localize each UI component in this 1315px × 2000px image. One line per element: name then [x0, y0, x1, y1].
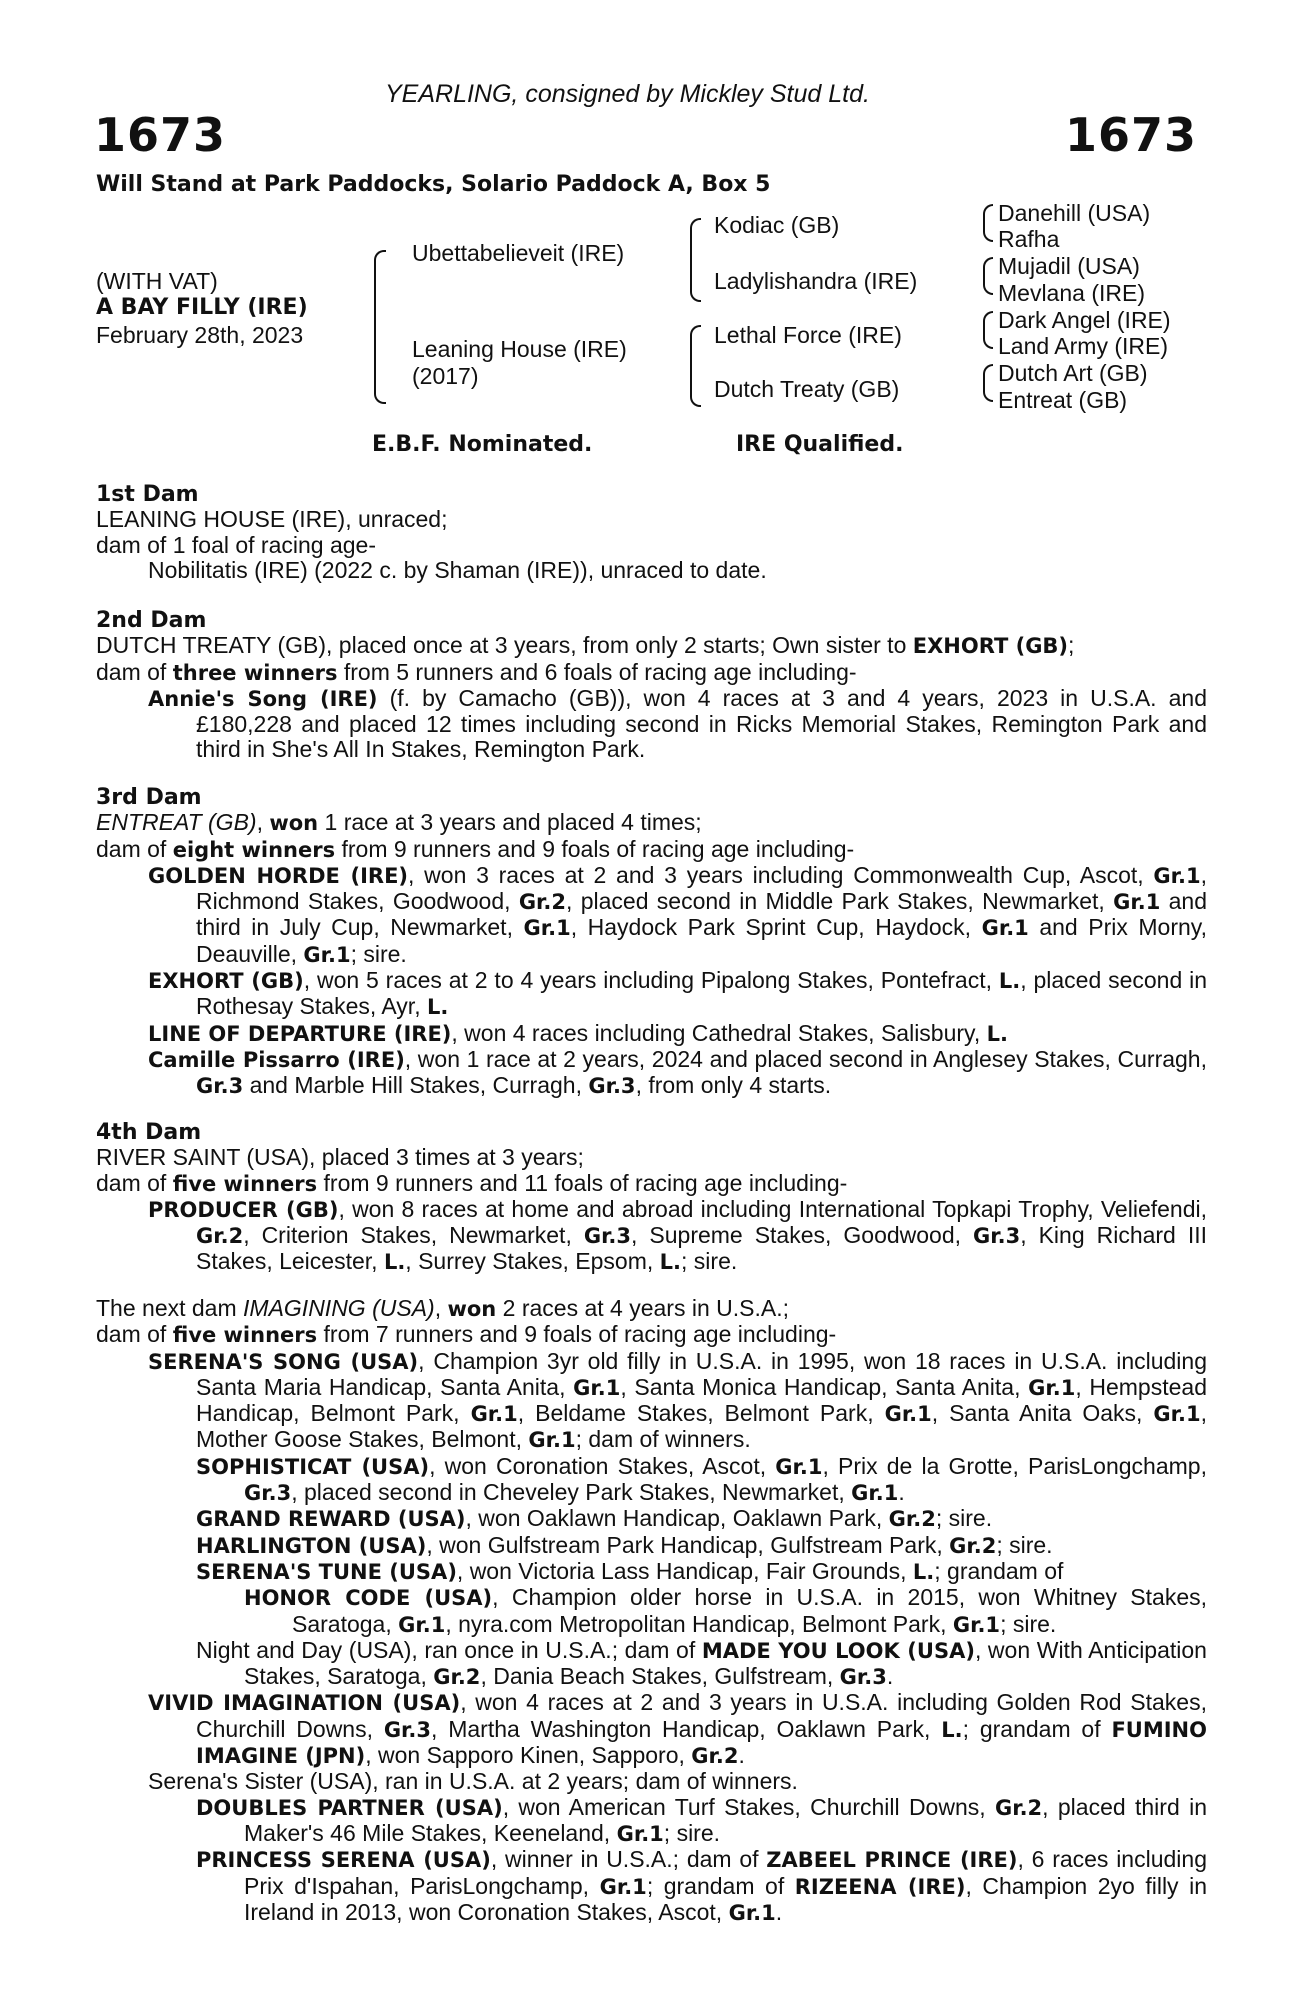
text-segment: and third in July Cup, Newmarket, — [196, 888, 1208, 941]
sire-dam: Ladylishandra (IRE) — [714, 268, 918, 294]
bold-segment: GRAND REWARD (USA) — [196, 1507, 466, 1532]
text-segment: , won 5 races at 2 to 4 years including Pipalong Stakes, Pontefract, — [303, 967, 999, 994]
won-bold: won — [447, 1297, 497, 1321]
first-dam-line: LEANING HOUSE (IRE), unraced; — [96, 506, 448, 533]
text-segment: ; dam of winners. — [575, 1426, 751, 1453]
consignor-line: YEARLING, consigned by Mickley Stud Ltd. — [385, 80, 870, 108]
bold-segment: L. — [383, 1250, 406, 1275]
second-dam-record — [96, 660, 1207, 686]
bold-segment: Gr.3 — [244, 1481, 292, 1506]
text: from 7 runners and 9 foals of racing age including- — [317, 1321, 837, 1348]
bold-segment: PRODUCER (GB) — [148, 1197, 339, 1222]
brace-g4-bottom — [983, 382, 993, 402]
brace-sire-parents-top — [690, 218, 701, 262]
text-segment: , Supreme Stakes, Goodwood, — [631, 1222, 974, 1249]
bold-segment: PRINCESS SERENA (USA) — [196, 1848, 491, 1873]
bold-segment: Gr.2 — [949, 1533, 997, 1558]
text-segment: , won Gulfstream Park Handicap, Gulfstream Park, — [426, 1531, 950, 1558]
progeny-vivid-imagination — [96, 1690, 1207, 1769]
text-segment: , Prix de la Grotte, ParisLongchamp, — [822, 1452, 1207, 1479]
third-dam-heading: 3rd Dam — [96, 785, 202, 810]
fourth-dam-record — [96, 1171, 1207, 1197]
bold-segment: Gr.1 — [1113, 890, 1161, 915]
brace-sire-parents-bottom — [690, 260, 701, 302]
next-dam-line — [96, 1296, 1207, 1322]
text-segment: , won 3 races at 2 and 3 years including Commonwealth Cup, Ascot, — [408, 861, 1154, 888]
bold-segment: Gr.1 — [528, 1428, 576, 1453]
text: dam of — [96, 1321, 173, 1348]
brace-g2-top — [983, 257, 993, 277]
second-dam-line — [96, 633, 1207, 659]
bold-segment: Gr.1 — [1153, 1402, 1201, 1427]
brace-dam-parents-bottom — [690, 365, 701, 407]
bold-segment: Gr.1 — [398, 1612, 446, 1637]
text-segment: ; sire. — [1000, 1610, 1057, 1637]
first-dam-progeny: Nobilitatis (IRE) (2022 c. by Shaman (IRE)), unraced to date. — [148, 556, 767, 583]
stand-location: Will Stand at Park Paddocks, Solario Paddock A, Box 5 — [96, 172, 771, 197]
bold-segment: L. — [986, 1021, 1008, 1046]
text: from 9 runners and 9 foals of racing age including- — [335, 835, 855, 862]
text-segment: ; sire. — [663, 1819, 721, 1846]
progeny-princess-serena — [96, 1847, 1207, 1926]
dam-sire-sire: Dark Angel (IRE) — [998, 307, 1171, 333]
bold-segment: Gr.1 — [523, 916, 571, 941]
won-bold: won — [269, 811, 319, 836]
first-dam-heading: 1st Dam — [96, 482, 199, 507]
text-segment: , Richmond Stakes, Goodwood, — [196, 861, 1208, 915]
text-segment: ; grandam of — [646, 1872, 795, 1899]
second-dam-section — [96, 607, 1207, 763]
text-segment: , nyra.com Metropolitan Handicap, Belmont Park, — [445, 1610, 953, 1637]
winners-count: five winners — [172, 1323, 318, 1348]
lot-number-right: 1673 — [1064, 108, 1197, 162]
bold-segment: Gr.1 — [470, 1402, 518, 1427]
text-segment: , won 4 races including Cathedral Stakes, Salisbury, — [451, 1019, 987, 1046]
bold-segment: Gr.3 — [973, 1224, 1021, 1249]
bold-segment: DOUBLES PARTNER (USA) — [196, 1795, 503, 1820]
bold-segment: Gr.2 — [994, 1795, 1043, 1820]
progeny-honor-code — [96, 1585, 1207, 1638]
next-dam-record — [96, 1322, 1207, 1348]
first-dam-section — [96, 481, 1207, 583]
second-dam-progeny — [96, 686, 1207, 763]
text-segment: , won 1 race at 2 years, 2024 and placed second in Anglesey Stakes, Curragh, — [404, 1045, 1207, 1072]
ire-qualified: IRE Qualified. — [736, 432, 904, 457]
progeny-serenas-tune — [96, 1559, 1207, 1585]
dam-dam: Dutch Treaty (GB) — [714, 376, 900, 402]
bold-segment: SERENA'S TUNE (USA) — [196, 1559, 457, 1584]
bold-segment: VIVID IMAGINATION (USA) — [148, 1691, 461, 1716]
bold-segment: Gr.3 — [383, 1717, 432, 1742]
sire-name: Ubettabelieveit (IRE) — [412, 240, 625, 266]
bold-segment: Gr.1 — [851, 1481, 899, 1506]
text-segment: , Champion 3yr old filly in U.S.A. in 1995, won 18 races in U.S.A. including Santa Maria Handicap, Santa Anita, — [196, 1347, 1208, 1400]
text-segment: , placed third in Maker's 46 Mile Stakes, Keeneland, — [244, 1793, 1207, 1846]
text-segment: , won 4 races at 2 and 3 years in U.S.A. including Golden Rod Stakes, Churchill Downs, — [196, 1689, 1207, 1742]
brace-g1-top — [983, 204, 993, 224]
second-dam-heading: 2nd Dam — [96, 608, 207, 633]
text-segment: and Prix Morny, Deauville, — [196, 914, 1207, 967]
text: dam of — [96, 658, 173, 685]
progeny-producer — [96, 1197, 1207, 1276]
text-segment: ; grandam of — [962, 1715, 1112, 1742]
text-segment: , Haydock Park Sprint Cup, Haydock, — [570, 914, 982, 941]
bold-segment: Gr.2 — [196, 1224, 244, 1249]
foaling-date: February 28th, 2023 — [96, 322, 304, 348]
bold-segment: Gr.2 — [433, 1665, 481, 1690]
text-segment: . — [738, 1742, 745, 1769]
text-segment: , placed second in Cheveley Park Stakes, Newmarket, — [291, 1479, 852, 1506]
text: from 5 runners and 6 foals of racing age including- — [337, 658, 857, 685]
third-dam-record — [96, 837, 1207, 863]
fourth-dam-heading: 4th Dam — [96, 1120, 202, 1145]
bold-segment: Gr.1 — [884, 1402, 932, 1427]
horse-name-bold: EXHORT (GB) — [912, 634, 1069, 659]
bold-segment: Gr.2 — [691, 1744, 739, 1769]
progeny-grand-reward — [96, 1506, 1207, 1532]
text-segment: . — [898, 1479, 905, 1506]
fourth-dam-section — [96, 1119, 1207, 1276]
progeny-harlington — [96, 1533, 1207, 1559]
text-segment: , Beldame Stakes, Belmont Park, — [517, 1400, 885, 1427]
third-dam-line — [96, 810, 1207, 836]
bold-segment: MADE YOU LOOK (USA) — [701, 1638, 975, 1663]
winners-count: three winners — [172, 660, 338, 685]
dam-dam-sire: Dutch Art (GB) — [998, 360, 1148, 386]
progeny-serenas-sister: Serena's Sister (USA), ran in U.S.A. at 2 years; dam of winners. — [148, 1768, 798, 1795]
text-segment: , Mother Goose Stakes, Belmont, — [196, 1400, 1207, 1453]
fourth-dam-line: RIVER SAINT (USA), placed 3 times at 3 years; — [96, 1144, 584, 1171]
bold-segment: Gr.1 — [981, 916, 1029, 941]
bold-segment: Gr.1 — [573, 1375, 621, 1400]
text-segment: , won Oaklawn Handicap, Oaklawn Park, — [465, 1505, 889, 1532]
text-segment: , Hempstead Handicap, Belmont Park, — [196, 1373, 1207, 1427]
text-segment: , placed second in Middle Park Stakes, Newmarket, — [566, 888, 1114, 915]
text-segment: , Dania Beach Stakes, Gulfstream, — [480, 1663, 840, 1690]
text-segment: ; grandam of — [934, 1557, 1064, 1584]
text: ; — [1068, 632, 1075, 659]
bold-segment: Gr.1 — [775, 1454, 823, 1479]
bold-segment: L. — [998, 969, 1021, 994]
winners-count: five winners — [172, 1171, 318, 1196]
bold-segment: GOLDEN HORDE (IRE) — [148, 863, 409, 888]
bold-segment: HARLINGTON (USA) — [196, 1533, 427, 1558]
vat-note: (WITH VAT) — [96, 268, 218, 294]
sire-sire: Kodiac (GB) — [714, 212, 840, 238]
brace-sire-dam-bottom — [374, 330, 386, 404]
progeny-night-and-day — [96, 1638, 1207, 1691]
bold-segment: SERENA'S SONG (USA) — [148, 1349, 419, 1374]
dam-name: Leaning House (IRE) — [412, 336, 627, 362]
text-segment: , Champion 2yo filly in Ireland in 2013, won Coronation Stakes, Ascot, — [244, 1872, 1207, 1925]
text-segment: Night and Day (USA), ran once in U.S.A.; dam of — [196, 1636, 702, 1663]
text-segment: , won Victoria Lass Handicap, Fair Grounds, — [456, 1557, 913, 1584]
third-dam-section — [96, 784, 1207, 1100]
bold-segment: Gr.1 — [1028, 1375, 1076, 1400]
first-dam-foals: dam of 1 foal of racing age- — [96, 531, 376, 558]
text-segment: , winner in U.S.A.; dam of — [490, 1846, 767, 1873]
sire-dam-sire: Mujadil (USA) — [998, 253, 1140, 279]
text-segment: , won Sapporo Kinen, Sapporo, — [365, 1742, 692, 1769]
brace-sire-dam-top — [374, 250, 386, 332]
text: The next dam — [96, 1295, 244, 1321]
text-segment: , Martha Washington Handicap, Oaklawn Park, — [431, 1715, 942, 1742]
bold-segment: Gr.1 — [303, 942, 351, 967]
brace-g3-bottom — [983, 329, 993, 349]
text-segment: ; sire. — [996, 1531, 1053, 1558]
bold-segment: Gr.3 — [839, 1665, 887, 1690]
text-segment: , won With Anticipation Stakes, Saratoga, — [244, 1636, 1207, 1690]
dam-year: (2017) — [412, 363, 479, 389]
bold-segment: Gr.1 — [1153, 863, 1201, 888]
horse-name-bold: Annie's Song (IRE) — [148, 686, 378, 711]
bold-segment: Gr.3 — [196, 1074, 244, 1099]
dam-sire: Lethal Force (IRE) — [714, 322, 902, 348]
text-segment: . — [775, 1898, 783, 1925]
next-dam-section — [96, 1296, 1207, 1926]
bold-segment: EXHORT (GB) — [148, 969, 304, 994]
brace-g3-top — [983, 311, 993, 331]
dam-dam-dam: Entreat (GB) — [998, 387, 1128, 413]
text: dam of — [96, 835, 173, 862]
text-segment: , won Coronation Stakes, Ascot, — [429, 1452, 776, 1479]
bold-segment: SOPHISTICAT (USA) — [196, 1454, 430, 1479]
text-segment: and Marble Hill Stakes, Curragh, — [243, 1072, 589, 1099]
text: , — [256, 809, 270, 836]
bold-segment: L. — [912, 1559, 935, 1584]
text-segment: , Santa Monica Handicap, Santa Anita, — [620, 1373, 1029, 1400]
sire-sire-dam: Rafha — [998, 226, 1060, 252]
text-segment: , won 8 races at home and abroad including International Topkapi Trophy, Veliefendi, — [338, 1195, 1207, 1222]
bold-segment: Gr.2 — [888, 1507, 936, 1532]
text-segment: , won American Turf Stakes, Churchill Downs, — [502, 1793, 995, 1820]
bold-segment: Gr.1 — [616, 1821, 664, 1846]
text: DUTCH TREATY (GB), placed once at 3 years, from only 2 starts; Own sister to — [96, 632, 913, 659]
bold-segment: Gr.3 — [583, 1224, 632, 1249]
ebf-nominated: E.B.F. Nominated. — [372, 432, 593, 457]
brace-g2-bottom — [983, 275, 993, 295]
bold-segment: Camille Pissarro (IRE) — [148, 1047, 405, 1072]
bold-segment: Gr.2 — [518, 890, 567, 915]
bold-segment: L. — [426, 995, 449, 1020]
text-segment: ; sire. — [935, 1505, 993, 1532]
text-segment: , placed second in Rothesay Stakes, Ayr, — [196, 967, 1208, 1020]
bold-segment: ZABEEL PRINCE (IRE) — [766, 1848, 1018, 1873]
text: 2 races at 4 years in U.S.A.; — [496, 1295, 789, 1321]
text: dam of — [96, 1169, 173, 1196]
bold-segment: Gr.1 — [952, 1612, 1001, 1637]
bold-segment: L. — [941, 1717, 963, 1742]
text-segment: , King Richard III Stakes, Leicester, — [196, 1222, 1208, 1275]
bold-segment: HONOR CODE (USA) — [244, 1586, 493, 1611]
bold-segment: L. — [659, 1250, 682, 1275]
text-segment: , Surrey Stakes, Epsom, — [405, 1248, 660, 1275]
text-segment: , Santa Anita Oaks, — [931, 1400, 1154, 1427]
brace-dam-parents-top — [690, 325, 701, 367]
text-segment: , from only 4 starts. — [635, 1072, 832, 1099]
progeny-exhort — [96, 968, 1207, 1021]
text-segment: . — [886, 1663, 894, 1690]
text: 1 race at 3 years and placed 4 times; — [318, 809, 702, 836]
winners-count: eight winners — [172, 837, 336, 862]
bold-segment: RIZEENA (IRE) — [794, 1874, 966, 1899]
dam-name-italic: ENTREAT (GB) — [96, 809, 257, 836]
text-segment: , 6 races including Prix d'Ispahan, ParisLongchamp, — [244, 1846, 1207, 1899]
dam-sire-dam: Land Army (IRE) — [998, 333, 1168, 359]
dam-name-italic: IMAGINING (USA) — [243, 1295, 435, 1321]
progeny-sophisticat — [96, 1454, 1207, 1507]
progeny-camille-pissarro — [96, 1047, 1207, 1100]
text: from 9 runners and 11 foals of racing age including- — [317, 1169, 848, 1196]
brace-g4-top — [983, 364, 993, 384]
bold-segment: Gr.1 — [728, 1900, 776, 1925]
progeny-line-of-departure — [96, 1021, 1207, 1047]
bold-segment: LINE OF DEPARTURE (IRE) — [148, 1021, 452, 1046]
sire-dam-dam: Mevlana (IRE) — [998, 280, 1145, 306]
progeny-serenas-song — [96, 1349, 1207, 1454]
text-segment: , Champion older horse in U.S.A. in 2015, won Whitney Stakes, Saratoga, — [292, 1584, 1208, 1637]
lot-number-left: 1673 — [94, 108, 227, 162]
brace-g1-bottom — [983, 222, 993, 242]
horse-name: A BAY FILLY (IRE) — [96, 295, 308, 320]
bold-segment: Gr.3 — [588, 1074, 636, 1099]
bold-segment: Gr.1 — [599, 1874, 647, 1899]
text: (f. by Camacho (GB)), won 4 races at 3 and 4 years, 2023 in U.S.A. and £180,228 and placed 12 times including second in Ricks Memorial Stakes, Remington Park and third in She's All In Stakes, Remington Park. — [196, 684, 1207, 763]
progeny-doubles-partner — [96, 1795, 1207, 1848]
text-segment: , Criterion Stakes, Newmarket, — [243, 1222, 584, 1249]
text: , — [434, 1295, 448, 1321]
sire-sire-sire: Danehill (USA) — [998, 200, 1151, 226]
bold-segment: FUMINO IMAGINE (JPN) — [196, 1717, 1207, 1769]
text-segment: ; sire. — [681, 1248, 738, 1275]
text-segment: ; sire. — [350, 940, 407, 967]
progeny-golden-horde — [96, 863, 1207, 968]
